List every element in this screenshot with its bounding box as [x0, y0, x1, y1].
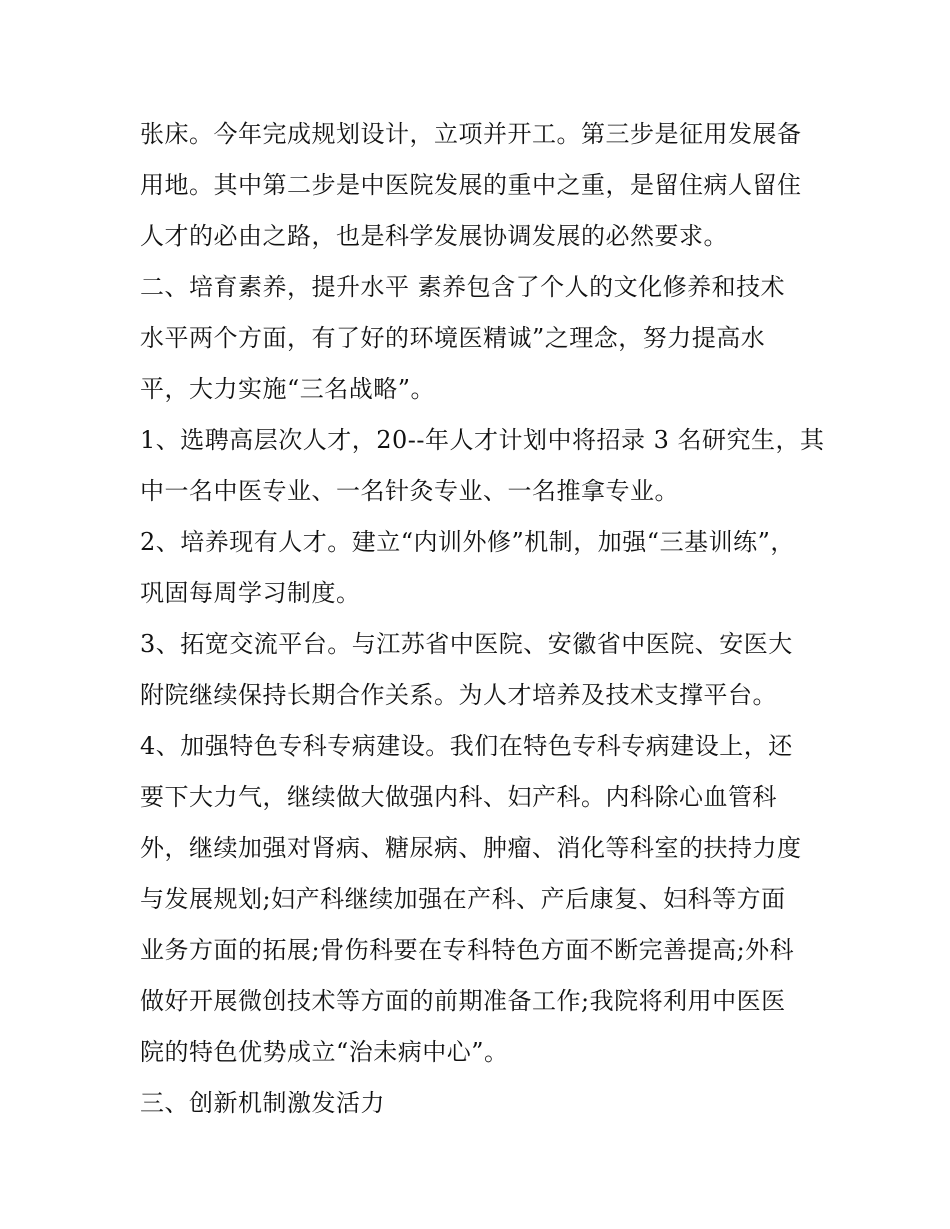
document-body [140, 109, 825, 1129]
text-line: 用地。其中第二步是中医院发展的重中之重，是留住病人留住 [140, 171, 802, 199]
list-item-line: 3、拓宽交流平台。与江苏省中医院、安徽省中医院、安医大 [140, 630, 793, 658]
text-line: 巩固每周学习制度。 [140, 579, 361, 607]
text-line: 要下大力气，继续做大做强内科、妇产科。内科除心血管科 [140, 783, 777, 811]
list-item-line: 1、选聘高层次人才，20--年人才计划中将招录 3 名研究生，其 [140, 426, 825, 454]
text-line: 平，大力实施“三名战略”。 [140, 375, 436, 403]
text-line: 人才的必由之路，也是科学发展协调发展的必然要求。 [140, 222, 728, 250]
text-line: 中一名中医专业、一名针灸专业、一名推拿专业。 [140, 477, 679, 505]
section-heading-line: 二、培育素养，提升水平 素养包含了个人的文化修养和技术 [140, 273, 786, 301]
text-line: 外，继续加强对肾病、糖尿病、肿瘤、消化等科室的扶持力度 [140, 834, 802, 862]
text-line: 业务方面的拓展;骨伤科要在专科特色方面不断完善提高;外科 [140, 936, 795, 964]
text-line: 附院继续保持长期合作关系。为人才培养及技术支撑平台。 [140, 681, 777, 709]
list-item-line: 4、加强特色专科专病建设。我们在特色专科专病建设上，还 [140, 732, 793, 760]
text-line: 院的特色优势成立“治未病中心”。 [140, 1038, 509, 1066]
text-line: 水平两个方面，有了好的环境医精诚”之理念，努力提高水 [140, 324, 766, 352]
text-line: 与发展规划;妇产科继续加强在产科、产后康复、妇科等方面 [140, 885, 786, 913]
list-item-line: 2、培养现有人才。建立“内训外修”机制，加强“三基训练”， [140, 528, 795, 556]
text-line: 张床。今年完成规划设计，立项并开工。第三步是征用发展备 [140, 120, 802, 148]
text-line: 做好开展微创技术等方面的前期准备工作;我院将利用中医医 [140, 987, 786, 1015]
section-heading-line: 三、创新机制激发活力 [140, 1089, 385, 1117]
